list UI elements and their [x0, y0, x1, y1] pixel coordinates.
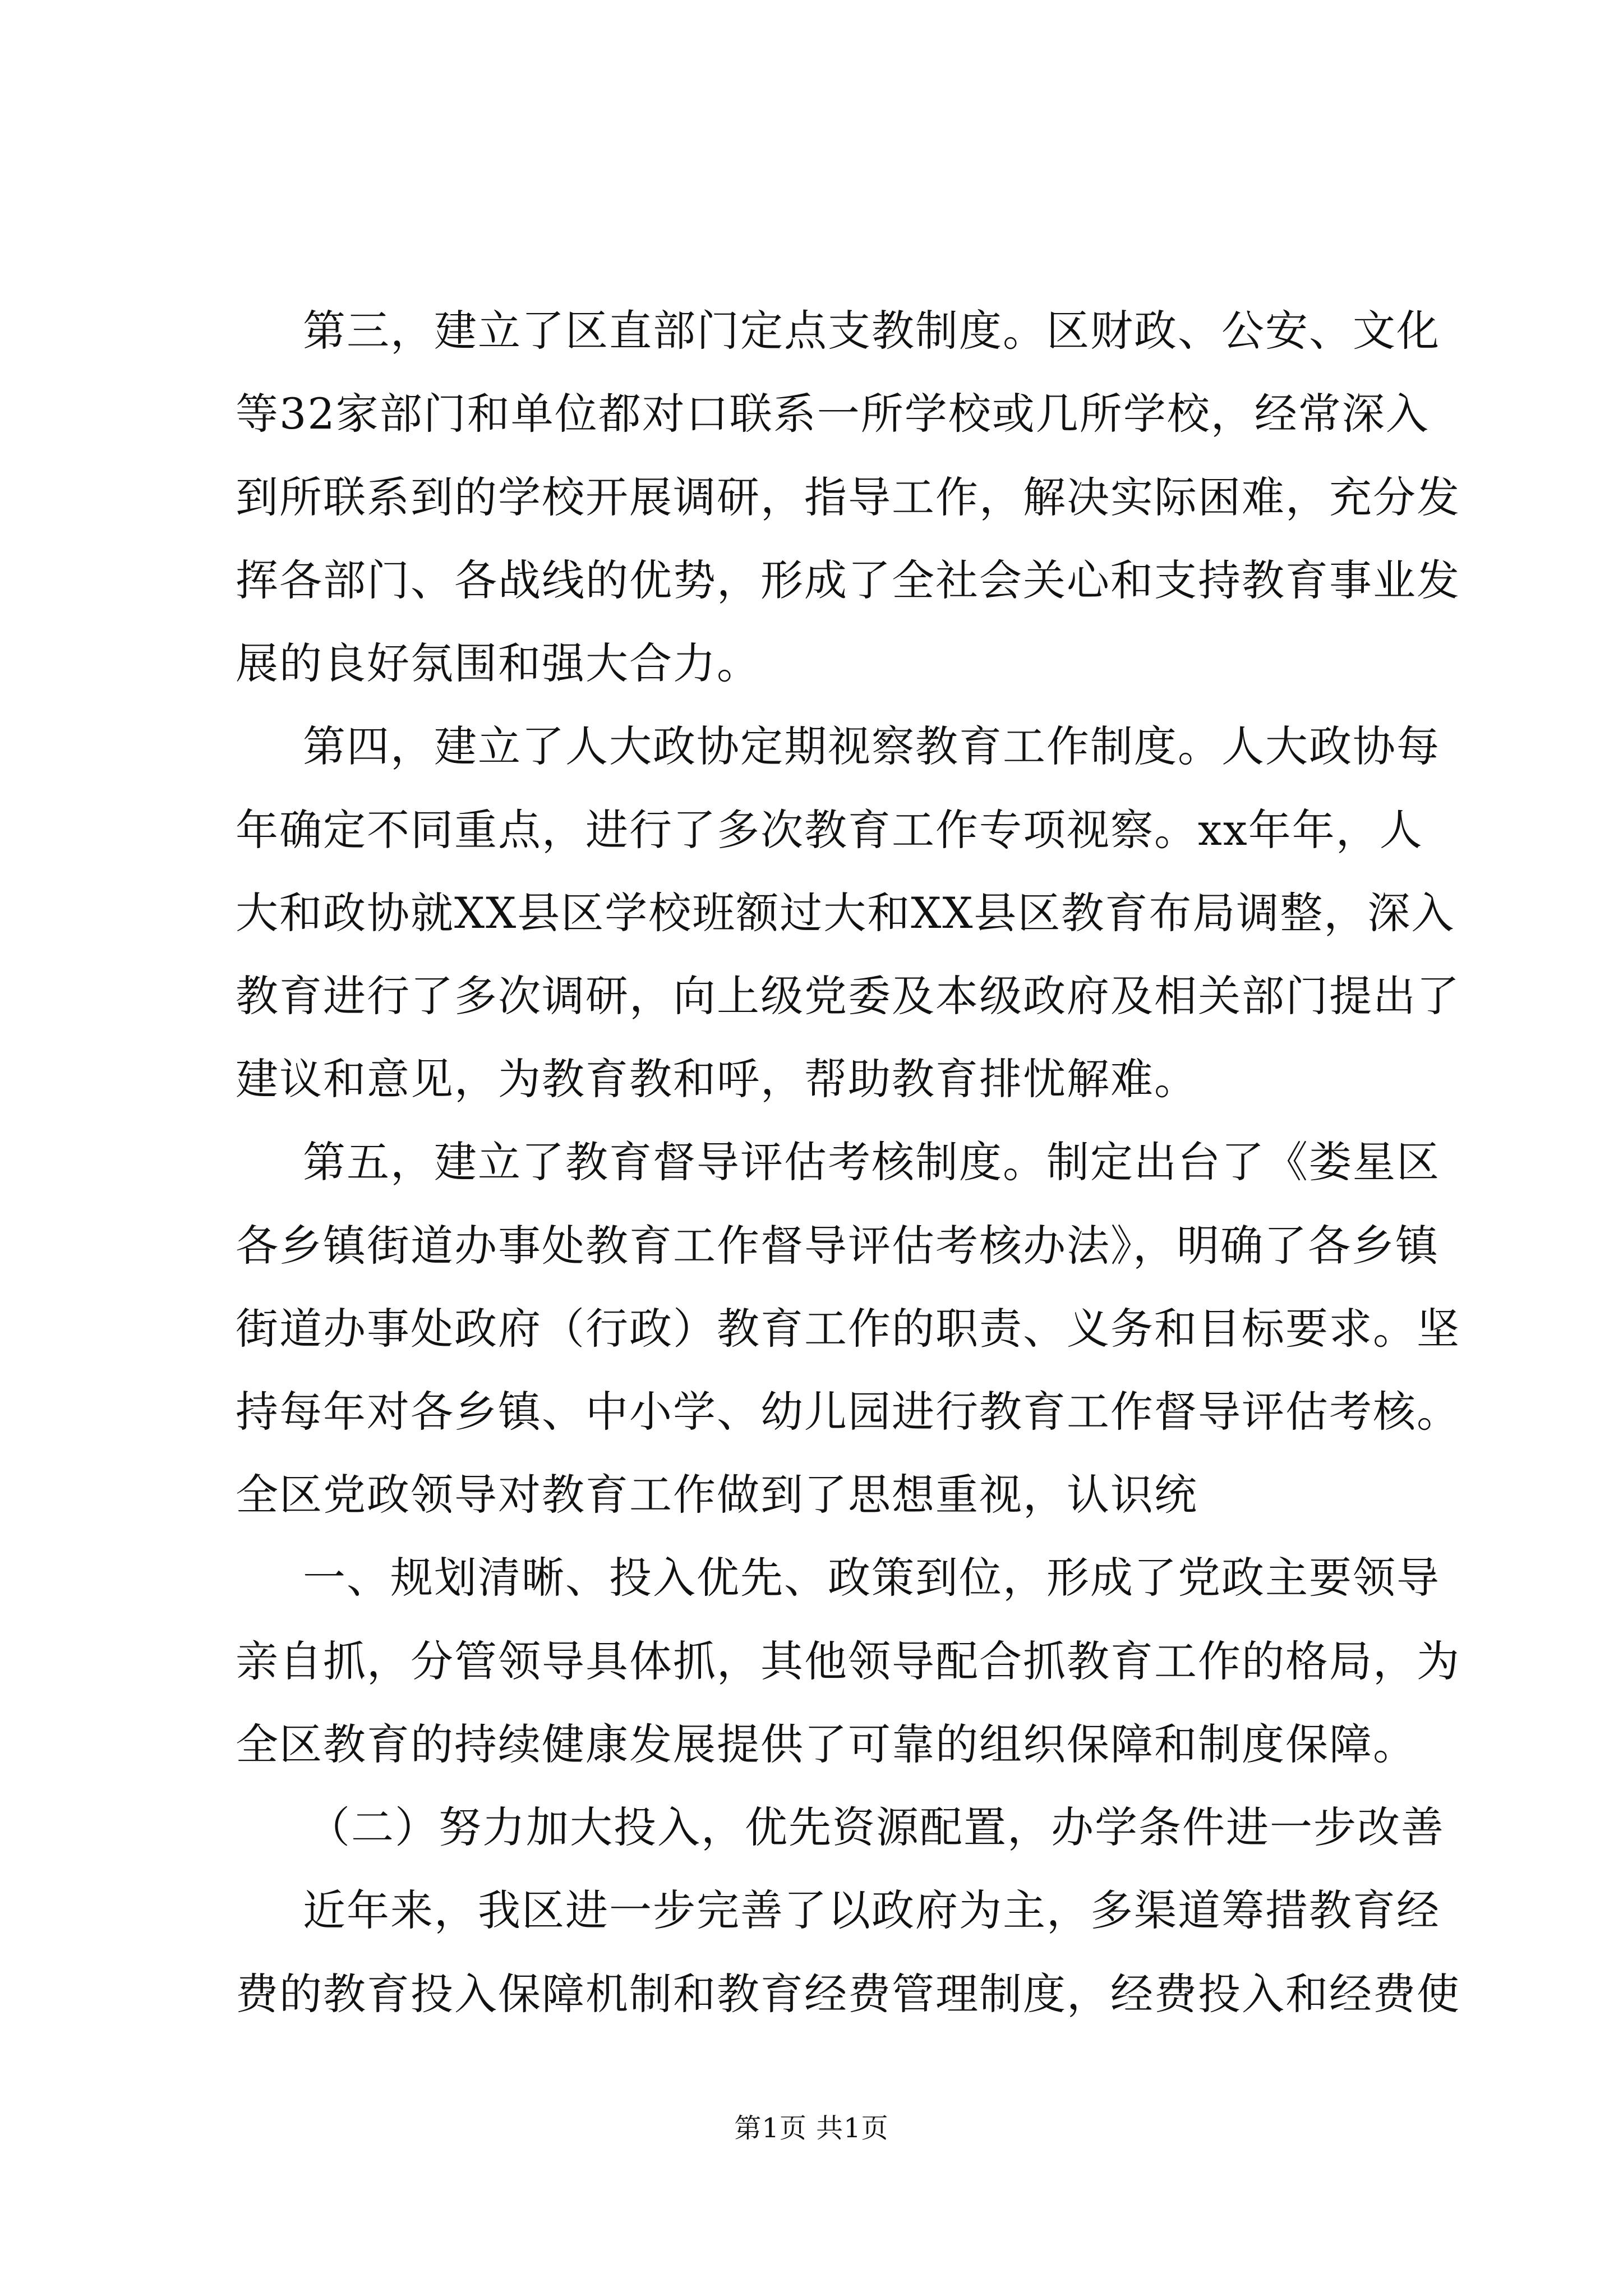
- text-line: 费的教育投入保障机制和教育经费管理制度，经费投入和经费使: [236, 1969, 1460, 2019]
- text-line: 教育进行了多次调研，向上级党委及本级政府及相关部门提出了: [236, 971, 1460, 1021]
- page-number-footer: 第1页 共1页: [734, 2113, 889, 2144]
- text-line: 展的良好氛围和强大合力。: [236, 638, 760, 688]
- text-line: 全区教育的持续健康发展提供了可靠的组织保障和制度保障。: [236, 1719, 1417, 1769]
- text-line: 亲自抓，分管领导具体抓，其他领导配合抓教育工作的格局，为: [236, 1636, 1460, 1686]
- text-line: 街道办事处政府（行政）教育工作的职责、义务和目标要求。坚: [236, 1304, 1460, 1354]
- text-line: 第三，建立了区直部门定点支教制度。区财政、公安、文化: [303, 306, 1440, 356]
- text-line: 年确定不同重点，进行了多次教育工作专项视察。xx年年，人: [236, 805, 1423, 855]
- text-line: 全区党政领导对教育工作做到了思想重视，认识统: [236, 1470, 1198, 1520]
- section-heading: （二）努力加大投入，优先资源配置，办学条件进一步改善: [307, 1802, 1445, 1852]
- text-line: 等32家部门和单位都对口联系一所学校或几所学校，经常深入: [236, 389, 1430, 439]
- text-line: 各乡镇街道办事处教育工作督导评估考核办法》，明确了各乡镇: [236, 1221, 1439, 1271]
- text-line: 大和政协就XX县区学校班额过大和XX县区教育布局调整，深入: [236, 888, 1455, 938]
- text-line: 到所联系到的学校开展调研，指导工作，解决实际困难，充分发: [236, 472, 1460, 522]
- text-line: 挥各部门、各战线的优势，形成了全社会关心和支持教育事业发: [236, 555, 1460, 605]
- text-line: 建议和意见，为教育教和呼，帮助教育排忧解难。: [236, 1054, 1198, 1104]
- text-line: 一、规划清晰、投入优先、政策到位，形成了党政主要领导: [303, 1553, 1440, 1603]
- text-line: 持每年对各乡镇、中小学、幼儿园进行教育工作督导评估考核。: [236, 1387, 1460, 1437]
- text-line: 第五，建立了教育督导评估考核制度。制定出台了《娄星区: [303, 1137, 1440, 1187]
- text-line: 第四，建立了人大政协定期视察教育工作制度。人大政协每: [303, 721, 1440, 771]
- text-line: 近年来，我区进一步完善了以政府为主，多渠道筹措教育经: [303, 1885, 1440, 1935]
